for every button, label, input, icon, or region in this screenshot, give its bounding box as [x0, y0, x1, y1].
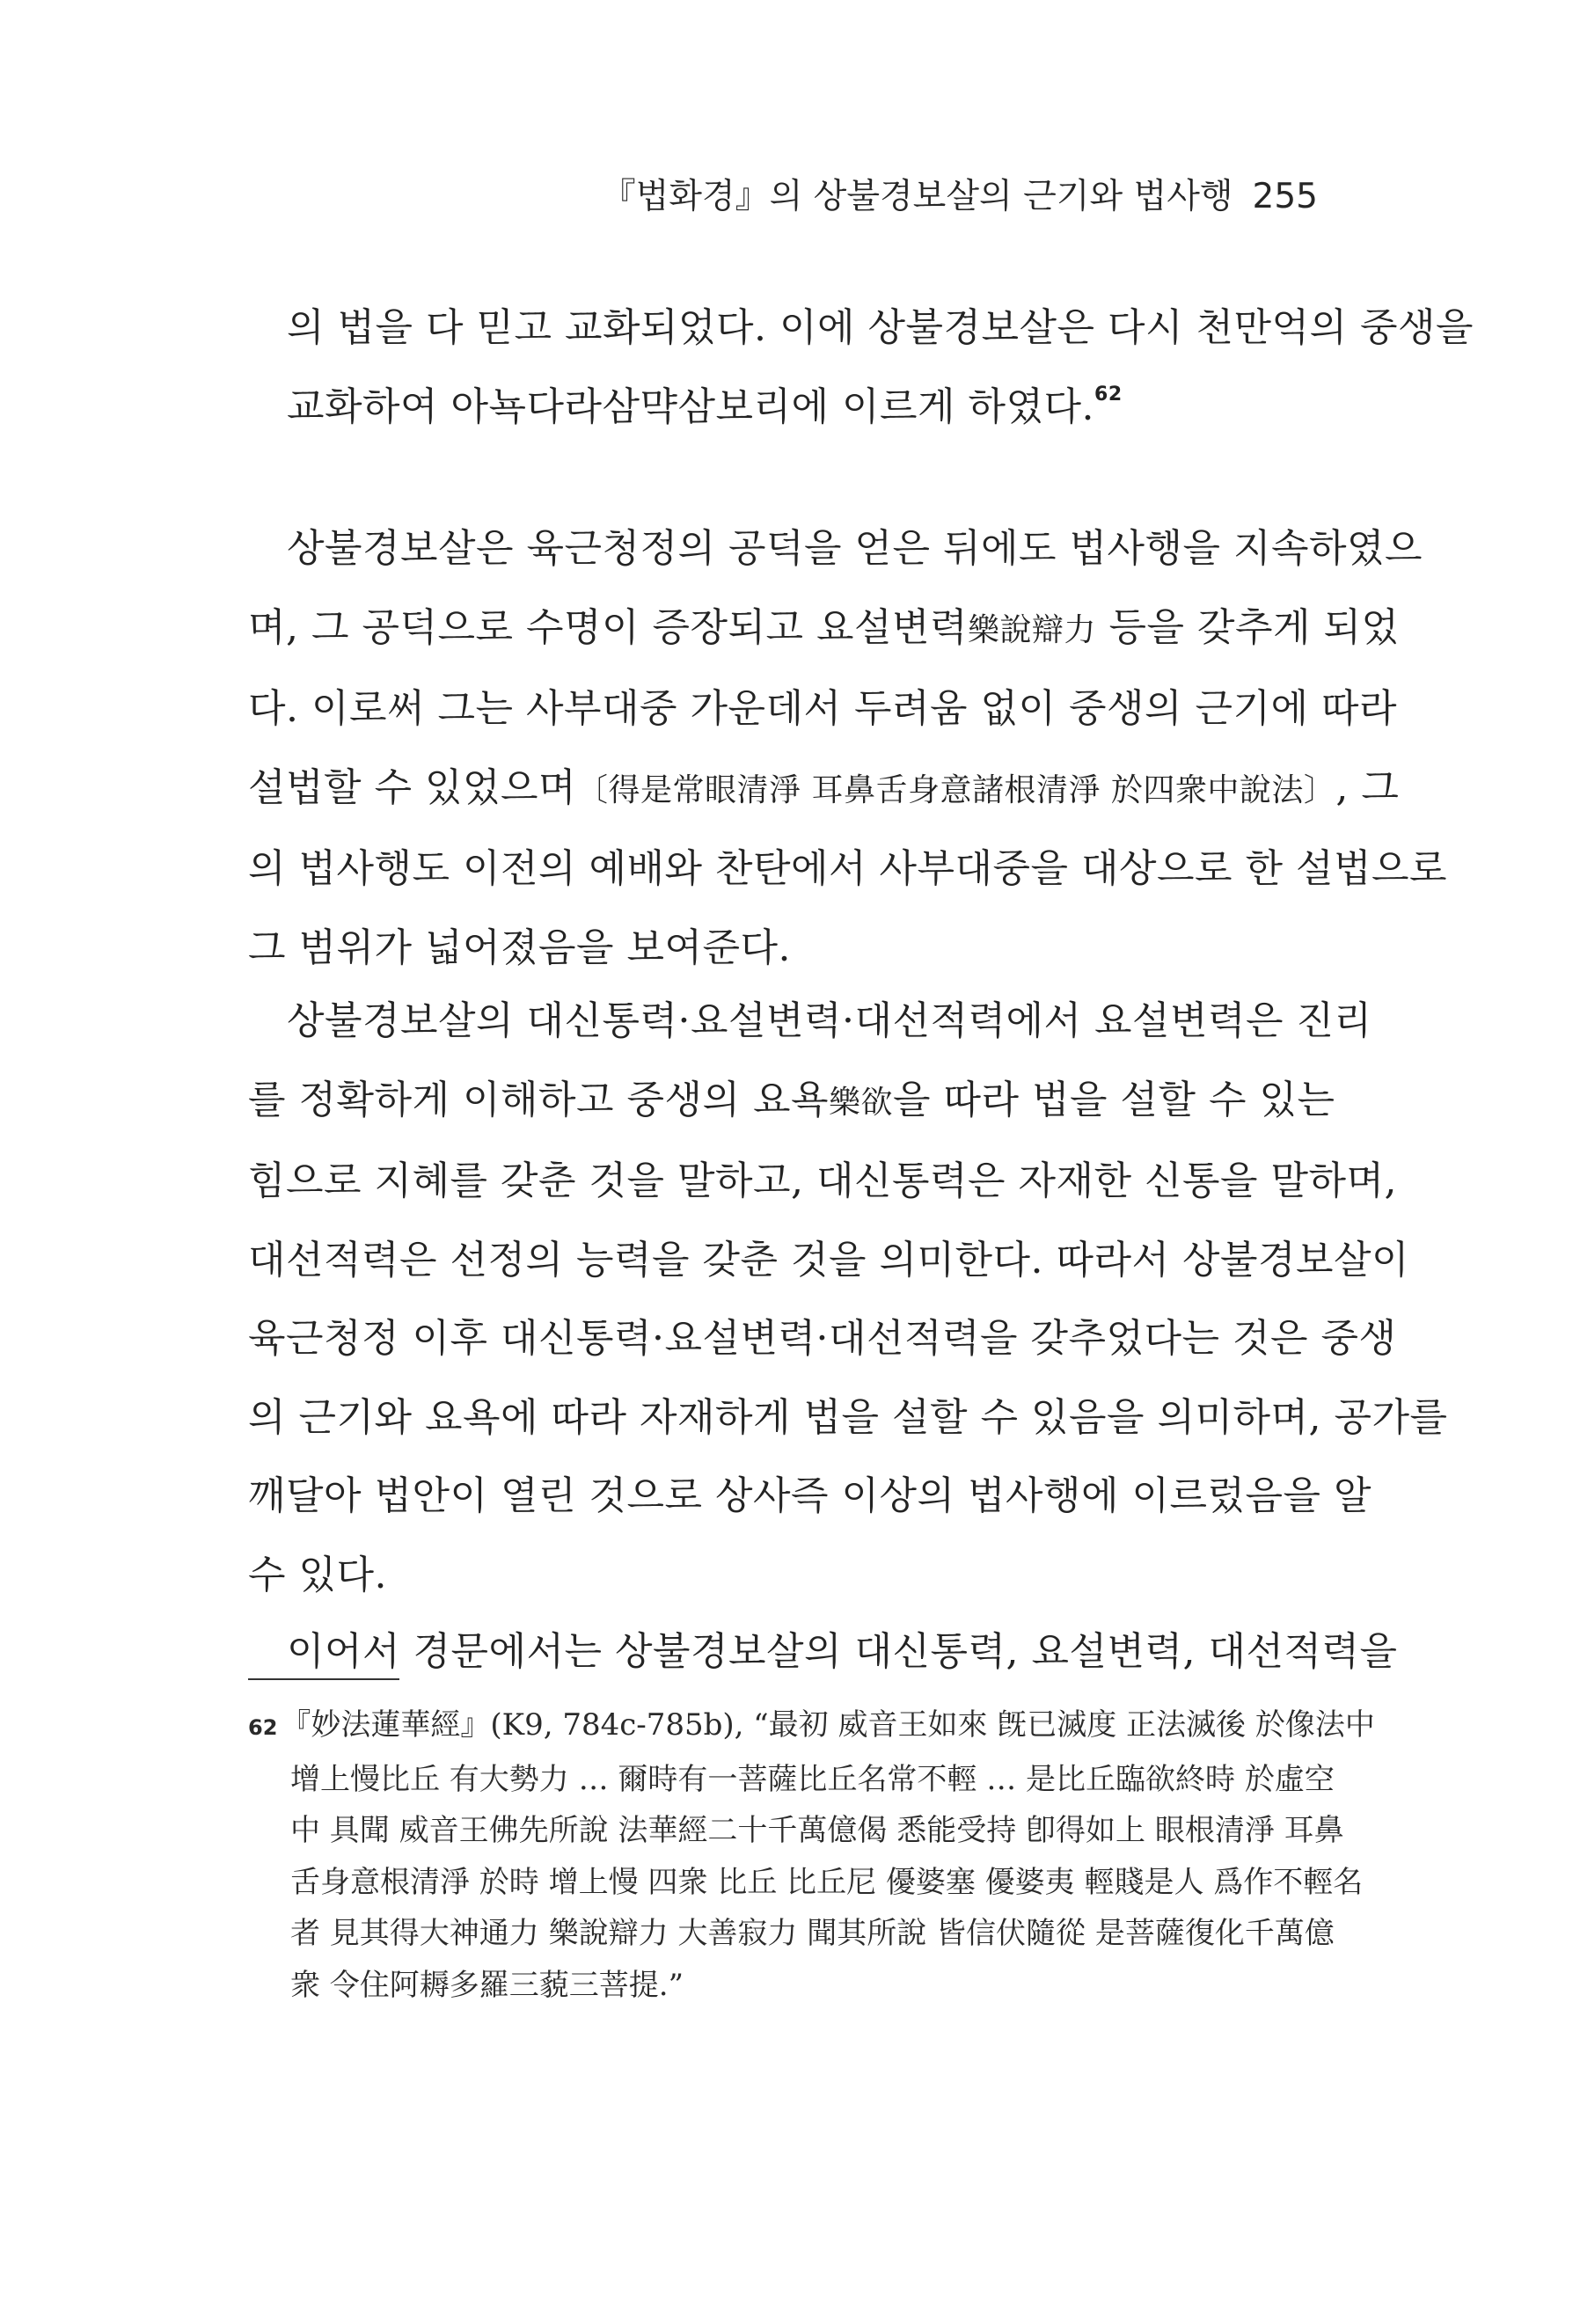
text-segment: 교화하여 아뇩다라삼먁삼보리에 이르게 하였다.	[287, 384, 1095, 429]
text-segment: 을 따라 법을 설할 수 있는	[893, 1077, 1335, 1122]
footnote-line: 中 具聞 威音王佛先所說 法華經二十千萬億偈 悉能受持 卽得如上 眼根清淨 耳鼻	[290, 1813, 1344, 1848]
hanja-gloss: 樂說辯力	[967, 611, 1096, 648]
footnote-62	[248, 1699, 1375, 2011]
page-number: 255	[1252, 177, 1318, 216]
text-line	[248, 1061, 1335, 1143]
footnote-reference[interactable]: 62	[1094, 383, 1123, 406]
hanja-quote: 〔得是常眼清淨 耳鼻舌身意諸根清淨 於四衆中說法〕	[576, 771, 1336, 808]
text-line	[248, 368, 1317, 447]
text-line: 상불경보살의 대신통력·요설변력·대선적력에서 요설변력은 진리	[287, 998, 1372, 1043]
footnote-divider	[248, 1678, 399, 1680]
running-header-title: 『법화경』의 상불경보살의 근기와 법사행	[601, 177, 1233, 216]
paragraph	[248, 509, 1448, 987]
text-line: 그 범위가 넓어졌음을 보여준다.	[248, 924, 791, 970]
running-header	[602, 169, 1318, 218]
text-line	[248, 588, 1400, 670]
footnote-line: 者 見其得大神通力 樂說辯力 大善寂力 聞其所說 皆信伏隨從 是菩薩復化千萬億	[290, 1916, 1335, 1951]
text-line: 이어서 경문에서는 상불경보살의 대신통력, 요설변력, 대선적력을	[287, 1629, 1398, 1674]
text-line: 육근청정 이후 대신통력·요설변력·대선적력을 갖추었다는 것은 중생	[248, 1316, 1397, 1361]
footnote-line: 增上慢比丘 有大勢力 … 爾時有一菩薩比丘名常不輕 … 是比丘臨欲終時 於虛空	[290, 1761, 1335, 1797]
footnote-line: 舌身意根清淨 於時 增上慢 四衆 比丘 比丘尼 優婆塞 優婆夷 輕賤是人 爲作不輕名	[290, 1864, 1364, 1900]
footnote-line	[248, 1699, 1375, 1754]
hanja-gloss: 樂欲	[829, 1084, 894, 1121]
text-line: 의 법사행도 이전의 예배와 찬탄에서 사부대중을 대상으로 한 설법으로	[248, 846, 1448, 891]
footnote-number: 62	[248, 1715, 278, 1740]
text-segment: 설법할 수 있었으며	[248, 764, 577, 810]
footnote-text: 『妙法蓮華經』(K9, 784c-785b), “最初 威音王如來 旣已滅度 正法滅後 於像法中	[281, 1707, 1375, 1743]
paragraph	[248, 982, 1448, 1614]
text-segment: 며, 그 공덕으로 수명이 증장되고 요설변력	[248, 604, 968, 650]
text-line: 깨달아 법안이 열린 것으로 상사즉 이상의 법사행에 이르렀음을 알	[248, 1473, 1372, 1518]
text-line: 의 법을 다 믿고 교화되었다. 이에 상불경보살은 다시 천만억의 중생을	[287, 305, 1474, 350]
text-segment: , 그	[1335, 764, 1400, 810]
text-line: 다. 이로써 그는 사부대중 가운데서 두려움 없이 중생의 근기에 따라	[248, 686, 1397, 731]
text-line: 의 근기와 요욕에 따라 자재하게 법을 설할 수 있음을 의미하며, 공가를	[248, 1394, 1448, 1440]
text-line: 대선적력은 선정의 능력을 갖춘 것을 의미한다. 따라서 상불경보살이	[248, 1237, 1409, 1283]
paragraph	[248, 1612, 1398, 1692]
text-segment: 를 정확하게 이해하고 중생의 요욕	[248, 1077, 829, 1122]
footnote-line: 衆 令住阿耨多羅三藐三菩提.”	[290, 1967, 684, 2003]
text-line: 상불경보살은 육근청정의 공덕을 얻은 뒤에도 법사행을 지속하였으	[287, 526, 1423, 571]
paragraph-continuation	[248, 289, 1474, 446]
text-line: 힘으로 지혜를 갖춘 것을 말하고, 대신통력은 자재한 신통을 말하며,	[248, 1158, 1397, 1203]
text-segment: 등을 갖추게 되었	[1096, 604, 1400, 650]
text-line	[248, 749, 1400, 830]
text-line: 수 있다.	[248, 1552, 387, 1597]
